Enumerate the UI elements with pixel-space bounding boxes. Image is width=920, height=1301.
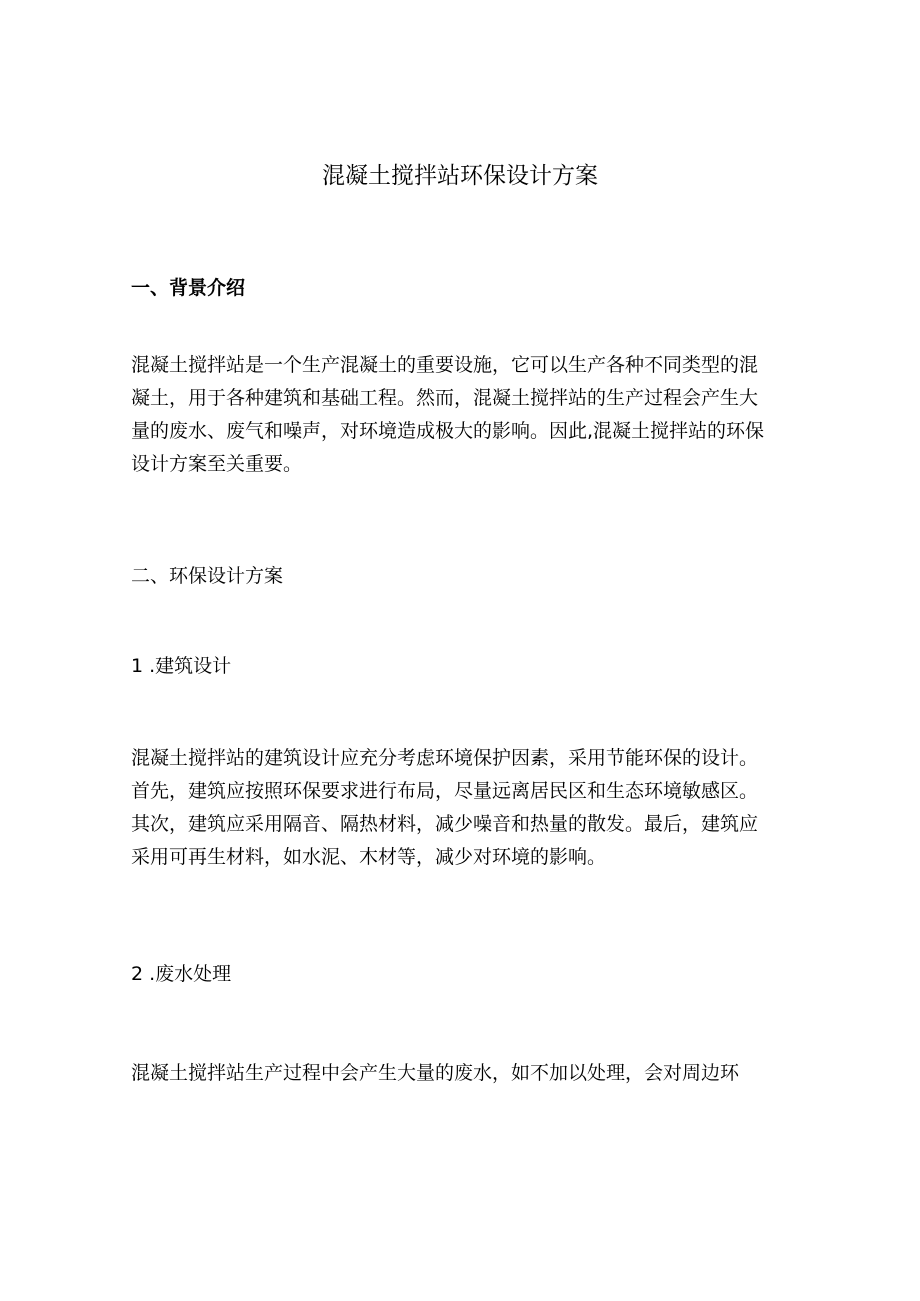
subsection-number: 2 [131, 963, 144, 985]
document-title: 混凝土搅拌站环保设计方案 [322, 163, 598, 189]
paragraph-line: 凝土，用于各种建筑和基础工程。然而，混凝土搅拌站的生产过程会产生大 [131, 387, 759, 409]
section-heading-design-plan: 二、环保设计方案 [131, 565, 284, 587]
paragraph-line: 设计方案至关重要。 [131, 453, 303, 475]
subsection-heading-building-design [131, 651, 231, 681]
paragraph-line: 首先，建筑应按照环保要求进行布局，尽量远离居民区和生态环境敏感区。 [131, 780, 759, 802]
paragraph-line: 采用可再生材料，如水泥、木材等，减少对环境的影响。 [131, 846, 607, 868]
paragraph-line: 其次，建筑应采用隔音、隔热材料，减少噪音和热量的散发。最后，建筑应 [131, 813, 759, 835]
paragraph-background [131, 349, 799, 481]
subsection-title: .废水处理 [149, 963, 232, 985]
paragraph-wastewater [131, 1057, 799, 1090]
subsection-number: 1 [131, 655, 144, 677]
subsection-title: .建筑设计 [149, 655, 232, 677]
paragraph-line: 混凝土搅拌站是一个生产混凝土的重要设施，它可以生产各种不同类型的混 [131, 354, 759, 376]
paragraph-line: 混凝土搅拌站生产过程中会产生大量的废水，如不加以处理，会对周边环 [131, 1062, 740, 1084]
paragraph-line: 混凝土搅拌站的建筑设计应充分考虑环境保护因素，采用节能环保的设计。 [131, 747, 759, 769]
subsection-heading-wastewater [131, 959, 231, 989]
paragraph-building-design [131, 742, 799, 874]
paragraph-line: 量的废水、废气和噪声，对环境造成极大的影响。因此,混凝土搅拌站的环保 [131, 420, 765, 442]
section-heading-background: 一、背景介绍 [131, 277, 246, 299]
